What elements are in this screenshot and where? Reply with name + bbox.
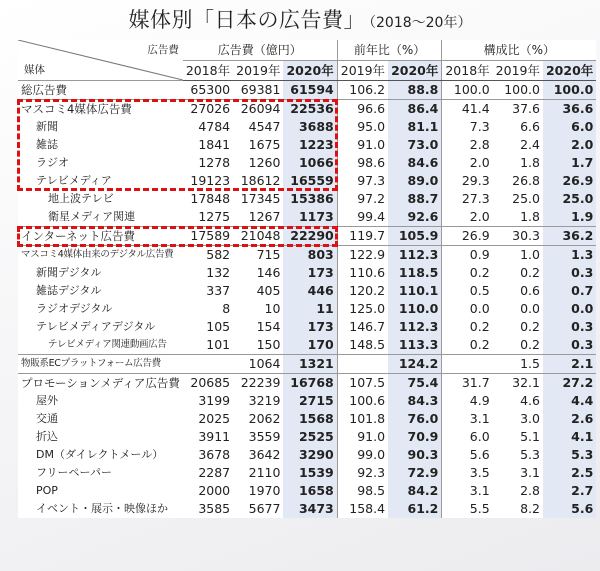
cell-s18: 4.9 [442,392,493,410]
cell-y19: 98.6 [337,154,388,172]
page-title [0,4,600,34]
cell-y20: 113.3 [388,336,442,355]
cell-s19: 3.1 [520,465,540,480]
cell-s20: 36.2 [543,227,596,246]
cell-s20: 1.9 [543,208,596,227]
cell-y19: 91.0 [337,428,388,446]
cell-c18: 105 [206,319,231,334]
cell-c18: 17848 [190,191,231,206]
cell-y20: 84.3 [388,392,442,410]
cell-s18: 7.3 [442,118,493,136]
cell-c20: 1539 [283,464,337,482]
cell-s20: 5.3 [543,446,596,464]
cell-y19: 158.4 [337,500,388,518]
cell-s19: 0.2 [520,337,540,352]
cell-y20: 89.0 [388,172,442,190]
cell-c19: 3642 [248,447,281,462]
cell-c19: 5677 [248,501,281,516]
table-row [18,336,596,355]
cell-c19: 17345 [240,191,281,206]
cell-c19: 3559 [248,429,281,444]
cell-c20: 3688 [283,118,337,136]
cell-y19: 97.3 [337,172,388,190]
cell-s19: 1.0 [493,246,543,265]
cell-c20: 15386 [283,190,337,208]
cell-y19: 97.2 [337,190,388,208]
cell-c18: 1841 [198,137,231,152]
corner-bottom-label: 媒体 [24,64,45,76]
cell-s19: 1.8 [520,209,540,224]
year-header: 2018年 [442,61,493,81]
cell-c20: 16768 [283,374,337,393]
cell-s20: 1.7 [543,154,596,172]
cell-s20: 100.0 [543,81,596,100]
cell-y20: 110.0 [388,300,442,318]
cell-c19: 4547 [248,119,281,134]
cell-s20: 0.3 [543,318,596,336]
cell-c20: 22536 [283,100,337,119]
row-label: 総広告費 [18,81,183,100]
row-label: フリーペーパー [36,466,113,479]
cell-c20: 170 [283,336,337,355]
table-row [18,446,596,464]
cell-s19: 5.3 [520,447,540,462]
cell-s20: 0.3 [543,336,596,355]
cell-s19: 100.0 [493,81,543,100]
cell-y20: 84.6 [388,154,442,172]
cell-y19: 99.4 [337,208,388,227]
cell-c19: 3219 [248,393,281,408]
table-row [18,428,596,446]
cell-y20: 76.0 [388,410,442,428]
cell-y20: 112.3 [388,246,442,265]
row-label: 新聞デジタル [36,266,102,279]
cell-c18: 2287 [198,465,231,480]
cell-c19: 18612 [240,173,281,188]
cell-s20: 2.0 [543,136,596,154]
cell-c18: 1275 [198,209,231,224]
cell-y20: 88.8 [388,81,442,100]
cell-c19: 21048 [233,227,283,246]
cell-s19: 1.8 [520,155,540,170]
cell-c20: 2715 [283,392,337,410]
cell-s20: 4.1 [543,428,596,446]
row-label: インターネット広告費 [18,227,183,246]
table-row [18,208,596,227]
cell-y19: 95.0 [337,118,388,136]
cell-c20: 2525 [283,428,337,446]
corner-top-label: 広告費 [147,44,179,56]
cell-y20: 112.3 [388,318,442,336]
cell-c18: 19123 [190,173,231,188]
cell-y20: 61.2 [388,500,442,518]
cell-c19: 2110 [248,465,281,480]
row-label: 物販系ECプラットフォーム広告費 [18,355,183,374]
table-row [18,374,596,393]
cell-c18: 101 [206,337,231,352]
cell-y20: 73.0 [388,136,442,154]
cell-c18: 2025 [198,411,231,426]
cell-c18: 8 [222,301,231,316]
table-row [18,81,596,100]
cell-c18: 582 [183,246,233,265]
cell-s19: 0.2 [520,319,540,334]
cell-s19: 3.0 [520,411,540,426]
cell-c18: 1278 [198,155,231,170]
cell-c19: 150 [256,337,281,352]
cell-s18: 2.0 [442,208,493,227]
cell-c19: 1675 [248,137,281,152]
row-label: POP [36,484,58,497]
cell-s19: 0.6 [520,283,540,298]
year-header: 2019年 [337,61,388,81]
title-main: 媒体別「日本の広告費」 [128,8,366,32]
title-sub: （2018〜20年） [369,15,472,31]
cell-s18: 31.7 [442,374,493,393]
table-row [18,464,596,482]
cell-y19: 101.8 [337,410,388,428]
table-row [18,482,596,500]
table-row [18,264,596,282]
cell-c20: 61594 [283,81,337,100]
cell-c20: 803 [283,246,337,265]
cell-c20: 11 [283,300,337,318]
cell-s18: 27.3 [442,190,493,208]
cell-y19: 148.5 [337,336,388,355]
cell-y19: 107.5 [337,374,388,393]
cell-y19: 122.9 [337,246,388,265]
cell-s18 [442,355,493,374]
cell-c19: 2062 [248,411,281,426]
row-label: DM（ダイレクトメール） [36,448,164,461]
cell-c19: 715 [233,246,283,265]
cell-y19: 110.6 [337,264,388,282]
cell-y19: 146.7 [337,318,388,336]
year-header: 2019年 [233,61,283,81]
cell-c18: 2000 [198,483,231,498]
cell-c18: 27026 [183,100,233,119]
cell-s20: 1.3 [543,246,596,265]
table-row [18,318,596,336]
cell-s18: 5.5 [442,500,493,518]
share-group-header: 構成比（%） [442,40,596,61]
row-label: 屋外 [36,394,58,407]
cell-y20: 86.4 [388,100,442,119]
cell-c20: 3290 [283,446,337,464]
cell-s20: 2.1 [543,355,596,374]
cell-c18: 65300 [183,81,233,100]
cell-y19: 99.0 [337,446,388,464]
cell-c19: 1064 [233,355,283,374]
row-label: ラジオ [36,156,69,169]
table-row [18,355,596,374]
cell-c19: 1267 [248,209,281,224]
cell-c19: 154 [256,319,281,334]
cell-s18: 5.6 [442,446,493,464]
row-label: 新聞 [36,120,58,133]
cell-y19: 119.7 [337,227,388,246]
cell-c19: 405 [256,283,281,298]
cell-c20: 1321 [283,355,337,374]
cell-y20: 70.9 [388,428,442,446]
row-label: マスコミ4媒体広告費 [18,100,183,119]
cell-s18: 2.0 [442,154,493,172]
cell-c18: 3678 [198,447,231,462]
cell-y20: 110.1 [388,282,442,300]
cell-y19: 96.6 [337,100,388,119]
cell-c19: 22239 [233,374,283,393]
cell-s18: 3.1 [442,482,493,500]
cell-c19: 10 [264,301,281,316]
cell-s19: 0.2 [520,265,540,280]
cell-c20: 3473 [283,500,337,518]
table-row [18,300,596,318]
cell-s20: 4.4 [543,392,596,410]
table-row [18,282,596,300]
cell-s18: 0.2 [442,336,493,355]
cell-y19: 100.6 [337,392,388,410]
cell-y20: 81.1 [388,118,442,136]
cell-s18: 0.0 [442,300,493,318]
cell-c18: 3911 [198,429,231,444]
cell-c19: 1970 [248,483,281,498]
cell-s18: 41.4 [442,100,493,119]
cell-s20: 0.3 [543,264,596,282]
cell-s20: 6.0 [543,118,596,136]
cell-s19: 0.0 [520,301,540,316]
cell-y19: 92.3 [337,464,388,482]
cell-s19: 2.4 [520,137,540,152]
cell-s19: 5.1 [520,429,540,444]
cell-y20: 84.2 [388,482,442,500]
row-label: 折込 [36,430,58,443]
cell-s19: 1.5 [493,355,543,374]
cell-c19: 26094 [233,100,283,119]
row-label: イベント・展示・映像ほか [36,502,168,515]
cell-s19: 6.6 [520,119,540,134]
corner-header [18,40,183,81]
cell-y20: 88.7 [388,190,442,208]
cell-s18: 6.0 [442,428,493,446]
year-header: 2020年 [388,61,442,81]
cell-c18: 3199 [198,393,231,408]
cell-y20: 75.4 [388,374,442,393]
cell-c20: 1568 [283,410,337,428]
cell-c18 [183,355,233,374]
year-header: 2020年 [283,61,337,81]
cell-y19: 91.0 [337,136,388,154]
cell-s20: 2.6 [543,410,596,428]
row-label: テレビメディア [36,174,112,187]
cell-s20: 2.5 [543,464,596,482]
yoy-group-header: 前年比（%） [337,40,442,61]
cell-s18: 0.2 [442,318,493,336]
row-label: テレビメディアデジタル [36,320,156,333]
cell-c18: 337 [206,283,231,298]
row-label: 雑誌 [36,138,58,151]
cell-s19: 26.8 [512,173,540,188]
cell-s20: 25.0 [543,190,596,208]
cell-s20: 0.0 [543,300,596,318]
cell-s18: 26.9 [442,227,493,246]
cell-c18: 3585 [198,501,231,516]
cell-c18: 20685 [183,374,233,393]
cell-c18: 132 [206,265,231,280]
cell-s18: 0.5 [442,282,493,300]
cell-c20: 1066 [283,154,337,172]
cell-y19: 125.0 [337,300,388,318]
cell-c19: 146 [256,265,281,280]
cell-c20: 22290 [283,227,337,246]
cell-y19: 120.2 [337,282,388,300]
row-label: プロモーションメディア広告費 [18,374,183,393]
cell-s18: 3.5 [442,464,493,482]
row-label: テレビメディア関連動画広告 [48,339,167,350]
row-label: マスコミ4媒体由来のデジタル広告費 [18,246,183,265]
cell-c20: 1173 [283,208,337,227]
cell-c20: 446 [283,282,337,300]
cell-s20: 2.7 [543,482,596,500]
cell-s18: 3.1 [442,410,493,428]
cell-s18: 100.0 [442,81,493,100]
cell-s18: 2.8 [442,136,493,154]
cell-s19: 8.2 [520,501,540,516]
row-label: 地上波テレビ [48,192,114,205]
cell-y20: 90.3 [388,446,442,464]
cell-s19: 37.6 [493,100,543,119]
cell-c20: 173 [283,318,337,336]
cell-s18: 0.9 [442,246,493,265]
cell-c18: 17589 [183,227,233,246]
highlight-box-internet [17,226,338,247]
cell-s18: 29.3 [442,172,493,190]
cell-s19: 4.6 [520,393,540,408]
cell-y20: 124.2 [388,355,442,374]
year-header: 2020年 [543,61,596,81]
cell-y20: 105.9 [388,227,442,246]
row-label: ラジオデジタル [36,302,113,315]
row-label: 雑誌デジタル [36,284,102,297]
cell-s19: 30.3 [493,227,543,246]
cell-c20: 16559 [283,172,337,190]
cell-s19: 32.1 [493,374,543,393]
cell-y20: 72.9 [388,464,442,482]
cell-y20: 92.6 [388,208,442,227]
table-row [18,500,596,518]
cell-c19: 1260 [248,155,281,170]
cell-s19: 25.0 [512,191,540,206]
table-row [18,246,596,265]
cell-y19: 106.2 [337,81,388,100]
cell-s19: 2.8 [520,483,540,498]
year-header: 2019年 [493,61,543,81]
cell-c19: 69381 [233,81,283,100]
row-label: 交通 [36,412,58,425]
table-row [18,392,596,410]
cell-c20: 1658 [283,482,337,500]
cell-s20: 0.7 [543,282,596,300]
cell-y20: 118.5 [388,264,442,282]
cost-group-header: 広告費（億円） [183,40,337,61]
row-label: 衛星メディア関連 [48,210,136,223]
cell-s18: 0.2 [442,264,493,282]
table-row [18,190,596,208]
cell-y19 [337,355,388,374]
cell-y19: 98.5 [337,482,388,500]
cell-s20: 26.9 [543,172,596,190]
cell-s20: 27.2 [543,374,596,393]
year-header: 2018年 [183,61,233,81]
cell-c20: 173 [283,264,337,282]
table-row [18,410,596,428]
cell-c20: 1223 [283,136,337,154]
cell-s20: 36.6 [543,100,596,119]
cell-s20: 5.6 [543,500,596,518]
cell-c18: 4784 [198,119,231,134]
highlight-box-mass4 [17,99,338,192]
